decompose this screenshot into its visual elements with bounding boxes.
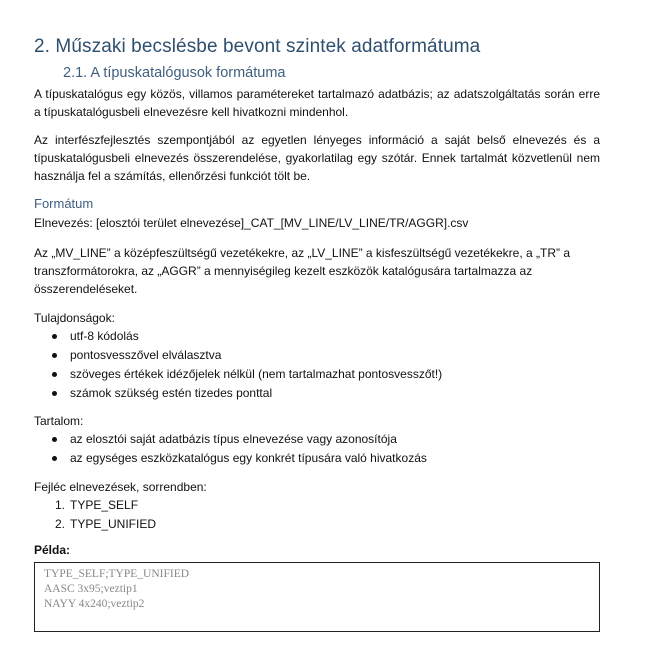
list-item — [34, 496, 156, 515]
section-heading: 2. Műszaki becslésbe bevont szintek adatformátuma — [34, 36, 481, 57]
content-list — [34, 430, 427, 468]
naming-line: Elnevezés: [elosztói terület elnevezése]_CAT_[MV_LINE/LV_LINE/TR/AGGR].csv — [34, 216, 469, 230]
list-item: pontosvesszővel elválasztva — [34, 346, 442, 365]
list-item: számok szükség estén tizedes ponttal — [34, 384, 442, 403]
content-heading: Tartalom: — [34, 414, 84, 428]
list-item: az elosztói saját adatbázis típus elnevezése vagy azonosítója — [34, 430, 427, 449]
naming-explanation-paragraph: Az „MV_LINE” a középfeszültségű vezetékekre, az „LV_LINE” a kisfeszültségű vezetékekre, a „TR” a transzformátorokra, az „AGGR” a mennyiségileg kezelt eszközök katalógusára tartalmazza az összerendeléseket. — [34, 246, 571, 296]
intro-paragraph: A típuskatalógus egy közös, villamos paramétereket tartalmazó adatbázis; az adatszolgáltatás során erre a típuskatalógusbeli elnevezésre kell hivatkozni mindenhol. — [34, 87, 600, 119]
example-line: AASC 3x95;veztip1 — [44, 583, 138, 595]
format-heading: Formátum — [34, 196, 94, 211]
example-line: TYPE_SELF;TYPE_UNIFIED — [44, 568, 190, 580]
list-item: az egységes eszközkatalógus egy konkrét típusára való hivatkozás — [34, 449, 427, 468]
list-text: TYPE_UNIFIED — [70, 517, 157, 531]
list-item: utf-8 kódolás — [34, 327, 442, 346]
properties-heading: Tulajdonságok: — [34, 311, 115, 325]
example-heading: Példa: — [34, 543, 71, 557]
header-names-heading: Fejléc elnevezések, sorrendben: — [34, 480, 207, 494]
list-text: TYPE_SELF — [70, 498, 139, 512]
list-item: szöveges értékek idézőjelek nélkül (nem tartalmazhat pontosvesszőt!) — [34, 365, 442, 384]
list-number: 1. — [55, 498, 66, 512]
subsection-heading: 2.1. A típuskatalógusok formátuma — [63, 65, 286, 81]
list-number: 2. — [55, 517, 66, 531]
list-item — [34, 515, 156, 534]
example-box — [34, 562, 600, 632]
example-line: NAYY 4x240;veztip2 — [44, 598, 145, 610]
header-names-list — [34, 496, 156, 534]
properties-list — [34, 327, 442, 403]
interface-paragraph: Az interfészfejlesztés szempontjából az egyetlen lényeges információ a saját belső elnevezés és a típuskatalógusbeli elnevezés összerendelése, gyakorlatilag egy szótár. Ennek tartalmát közvetlenül nem használja fel a számítás, ellenőrzési funkciót tölt be. — [34, 133, 600, 183]
